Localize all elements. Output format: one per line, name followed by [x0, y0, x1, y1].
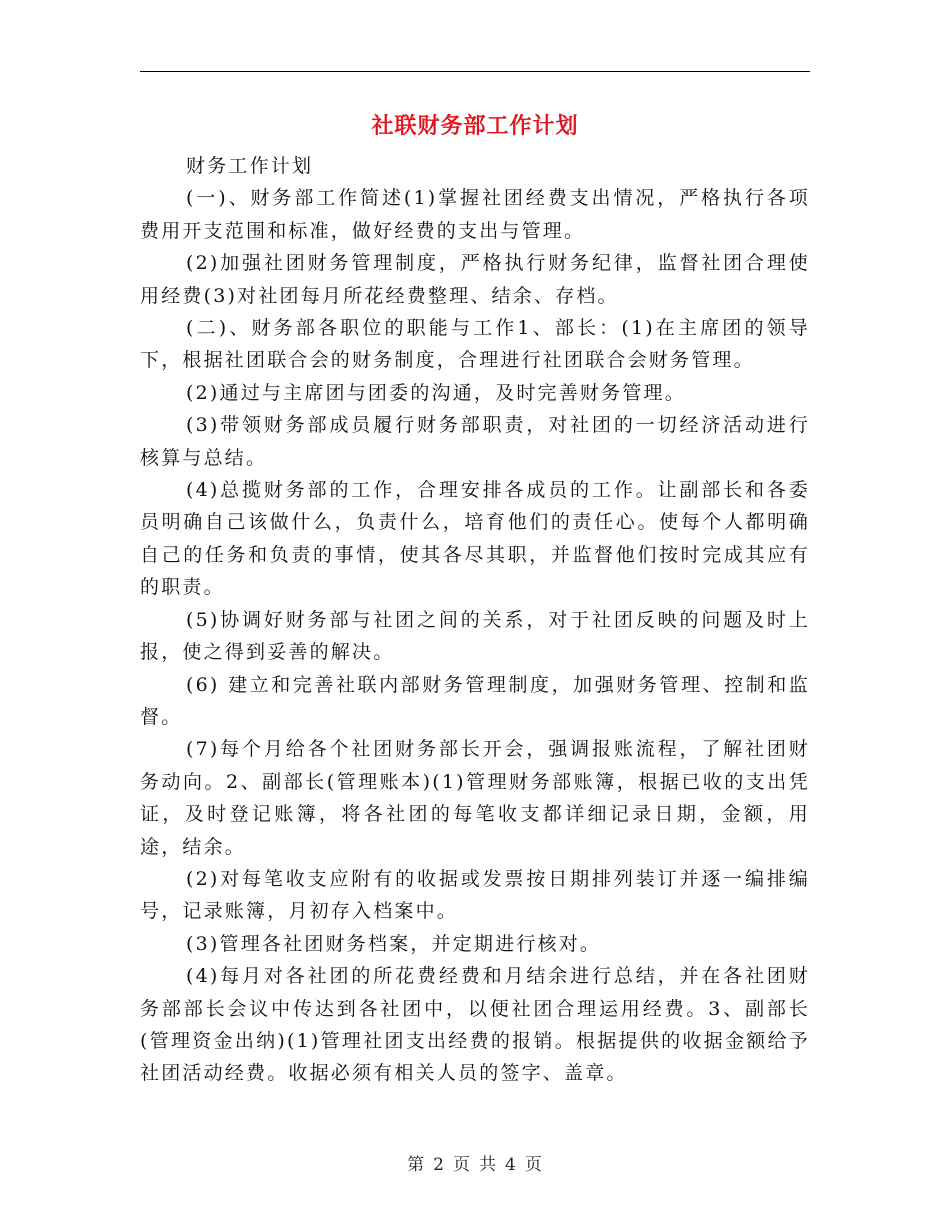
header-rule [140, 71, 810, 72]
footer-page-word: 页 [453, 1155, 471, 1175]
paragraph: (2)通过与主席团与团委的沟通，及时完善财务管理。 [186, 381, 686, 404]
current-page-number: 2 [433, 1155, 445, 1175]
paragraph: (7)每个月给各个社团财务部长开会，强调报账流程，了解社团财务动向。2、副部长(管理账本)(1)管理财务部账簿，根据已收的支出凭证，及时登记账簿，将各社团的每笔收支都详细记录日期，金额，用途，结余。 [140, 738, 810, 858]
paragraph: (2)对每笔收支应附有的收据或发票按日期排列装订并逐一编排编号，记录账簿，月初存入档案中。 [140, 867, 810, 923]
paragraph: (6) 建立和完善社联内部财务管理制度，加强财务管理、控制和监督。 [140, 673, 810, 728]
footer-prefix: 第 [407, 1155, 426, 1175]
footer-total-prefix: 共 [479, 1155, 497, 1175]
total-pages-number: 4 [505, 1155, 517, 1175]
paragraph: (4)总揽财务部的工作，合理安排各成员的工作。让副部长和各委员明确自己该做什么，负责什么，培育他们的责任心。使每个人都明确自己的任务和负责的事情，使其各尽其职，并监督他们按时完成其应有的职责。 [140, 479, 810, 599]
paragraph: (一)、财务部工作简述(1)掌握社团经费支出情况，严格执行各项费用开支范围和标准，做好经费的支出与管理。 [140, 187, 810, 242]
document-body [140, 150, 810, 1090]
paragraph: (5)协调好财务部与社团之间的关系，对于社团反映的问题及时上报，使之得到妥善的解决。 [140, 608, 810, 664]
document-title: 社联财务部工作计划 [371, 113, 579, 139]
paragraph: (4)每月对各社团的所花费经费和月结余进行总结，并在各社团财务部部长会议中传达到各社团中，以便社团合理运用经费。3、副部长(管理资金出纳)(1)管理社团支出经费的报销。根据提供的收据金额给予社团活动经费。收据必须有相关人员的签字、盖章。 [140, 965, 810, 1085]
paragraph: (二)、财务部各职位的职能与工作1、部长：(1)在主席团的领导下，根据社团联合会的财务制度，合理进行社团联合会财务管理。 [140, 317, 810, 372]
paragraph: (3)带领财务部成员履行财务部职责，对社团的一切经济活动进行核算与总结。 [140, 414, 810, 469]
footer-suffix: 页 [524, 1155, 543, 1175]
paragraph: (2)加强社团财务管理制度，严格执行财务纪律，监督社团合理使用经费(3)对社团每月所花经费整理、结余、存档。 [140, 252, 810, 307]
paragraph-heading: 财务工作计划 [186, 155, 314, 177]
paragraph: (3)管理各社团财务档案，并定期进行核对。 [186, 932, 602, 955]
page-number-footer [0, 1153, 950, 1177]
